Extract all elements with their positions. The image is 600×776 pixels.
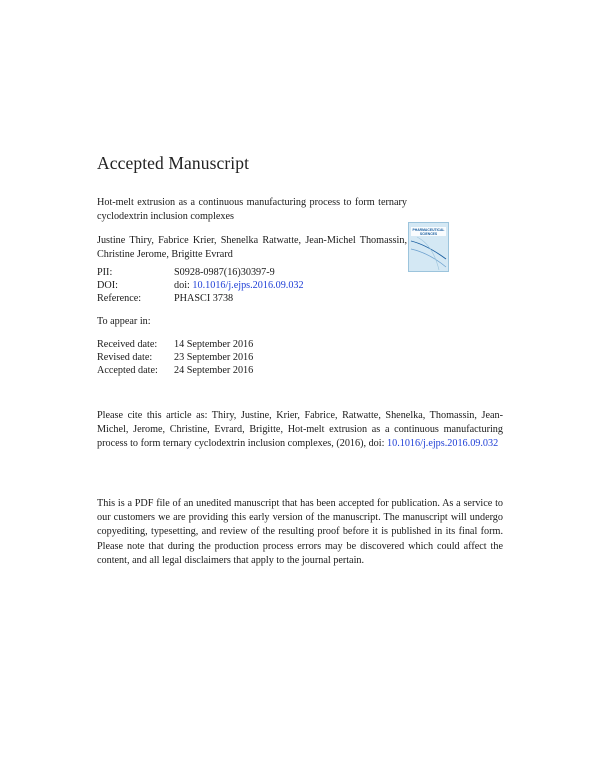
reference-label: Reference:: [97, 293, 142, 304]
disclaimer-paragraph: This is a PDF file of an unedited manuscript that has been accepted for publication. As a service to our customers we are providing this early version of the manuscript. The manuscript will undergo copyediting, typesetting, and review of the resulting proof before it is published in its final form. Please note that during the production process errors may be discovered which could affect the content, and all legal disclaimers that apply to the journal pertain.: [97, 498, 503, 566]
doi-link[interactable]: 10.1016/j.ejps.2016.09.032: [192, 280, 304, 291]
accepted-date-value: 24 September 2016: [174, 365, 254, 376]
article-title: Hot-melt extrusion as a continuous manufacturing process to form ternary cyclodextrin inclusion complexes: [97, 197, 407, 222]
revised-date-value: 23 September 2016: [174, 352, 254, 363]
citation-text: Please cite this article as: Thiry, Justine, Krier, Fabrice, Ratwatte, Shenelka, Thomassin, Jean-Michel, Jerome, Christine, Evrard, Brigitte, Hot-melt extrusion as a continuous manufacturing process to form ternary cyclodextrin inclusion complexes, (2016), doi:: [97, 410, 503, 450]
article-authors: Justine Thiry, Fabrice Krier, Shenelka Ratwatte, Jean-Michel Thomassin, Christine Jerome, Brigitte Evrard: [97, 235, 407, 260]
journal-cover-image: [408, 222, 449, 272]
to-appear-label: To appear in:: [97, 316, 151, 327]
reference-value: PHASCI 3738: [174, 293, 234, 304]
pii-label: PII:: [97, 267, 113, 278]
cover-title-line2: SCIENCES: [419, 232, 438, 236]
accepted-date-label: Accepted date:: [97, 365, 158, 376]
cover-title-line1: PHARMACEUTICAL: [412, 228, 445, 232]
received-date-value: 14 September 2016: [174, 339, 254, 350]
doi-prefix: doi:: [174, 280, 193, 291]
doi-label: DOI:: [97, 280, 118, 291]
pii-value: S0928-0987(16)30397-9: [174, 267, 275, 278]
page-heading: Accepted Manuscript: [97, 153, 250, 173]
citation-paragraph: [97, 409, 503, 452]
received-date-label: Received date:: [97, 339, 158, 350]
revised-date-label: Revised date:: [97, 352, 153, 363]
doi-value: [174, 279, 304, 292]
citation-doi-link[interactable]: 10.1016/j.ejps.2016.09.032: [387, 438, 499, 450]
